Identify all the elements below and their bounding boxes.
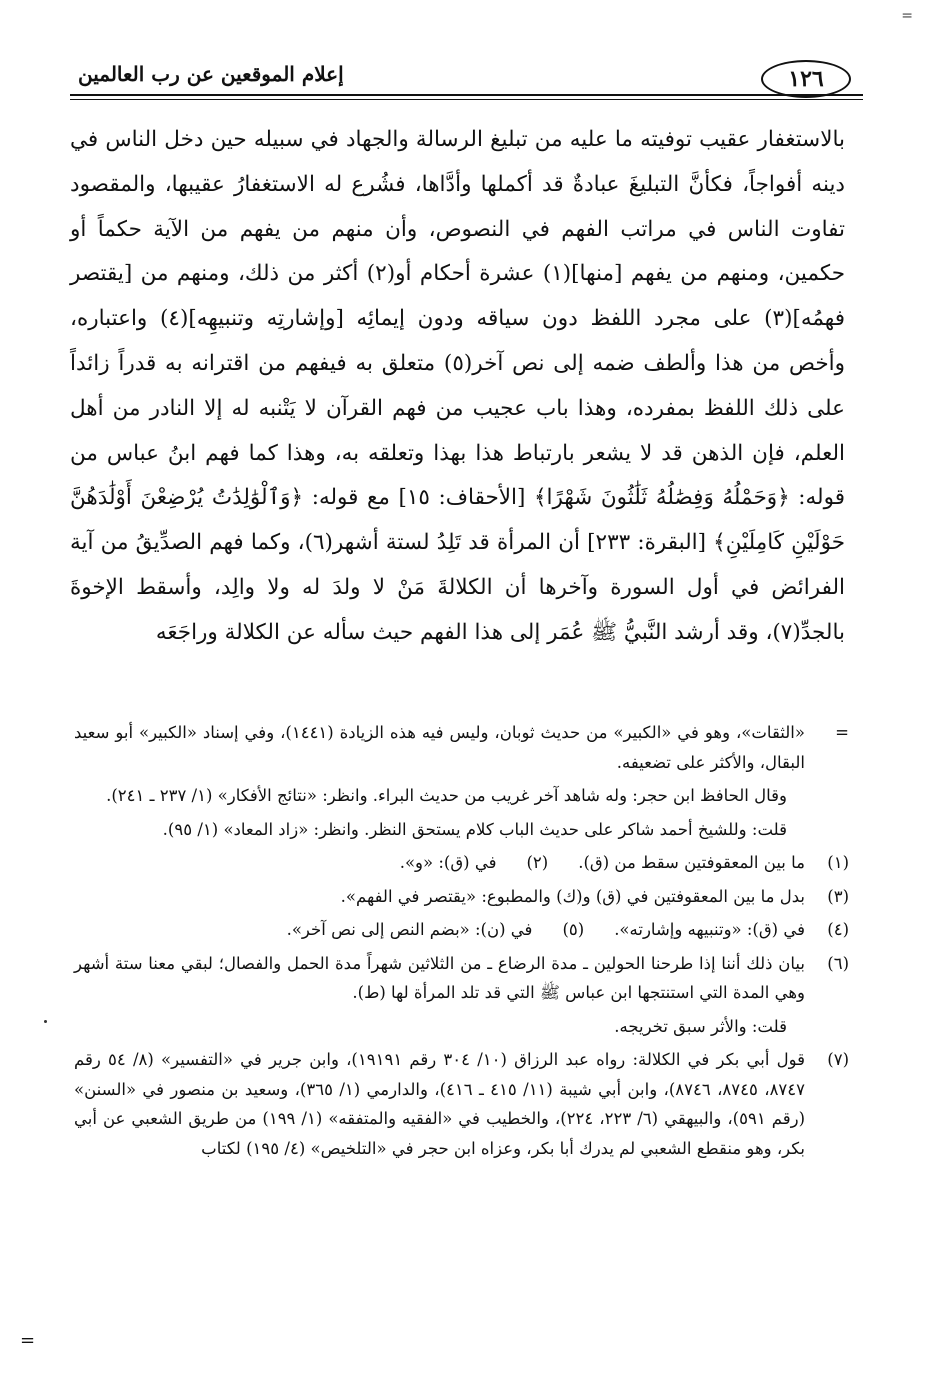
footnote-number: (٦) [827,953,849,973]
footnote-number: (٤) [827,920,849,939]
footnotes-section [74,718,849,1167]
footnote-number: (٥) [562,920,585,939]
footnote-text: قلت: والأثر سبق تخريجه. [614,1016,787,1036]
footnote-text: بيان ذلك أننا إذا طرحنا الحولين ـ مدة الرضاع ـ من الثلاثين شهراً مدة الحمل والفصال؛ لبقي معنا ستة أشهر وهي المدة التي استنتجها ابن عباس ﷺ التي قد تلد المرأة لها (ط). [74,953,805,1002]
continuation-text: وقال الحافظ ابن حجر: وله شاهد آخر غريب من حديث البراء. وانظر: «نتائج الأفكار» (١/ ٢٣٧ ـ ٢٤١). [106,786,787,805]
footnote-text: قول أبي بكر في الكلالة: رواه عبد الرزاق (١٠/ ٣٠٤ رقم ١٩١٩١)، وابن جرير في «التفسير» (٨/ ٥٤ رقم ٨٧٤٧، ٨٧٤٥، ٨٧٤٦)، وابن أبي شيبة (١١/ ٤١٥ ـ ٤١٦)، والدارمي (١/ ٣٦٥)، وسعيد بن منصور في «السنن» (رقم ٥٩١)، والبيهقي (٦/ ٢٢٣، ٢٢٤)، والخطيب في «الفقيه والمتفقه» (١/ ١٩٩) من طريق الشعبي عن أبي بكر، وهو منقطع الشعبي لم يدرك أبا بكر، وعزاه ابن حجر في «التلخيص» (٤/ ١٩٥) لكتاب [74,1050,806,1158]
footnote-row [74,848,849,878]
corner-mark: = [901,8,913,24]
header-rule-thin [70,99,863,100]
continuation-mark: = [835,723,849,742]
page-number: ١٢٦ [761,60,851,98]
footnote-text: في (ق): «و». [399,853,497,872]
footnote-number: (٧) [827,1050,849,1069]
footnote-continuation [74,718,849,777]
footnote-text: بدل ما بين المعقوفتين في (ق) و(ك) والمطبوع: «يقتصر في الفهم». [340,886,805,906]
footnote-text: في (ق): «وتنبيهه وإشارته». [614,920,805,939]
continuation-text: «الثقات»، وهو في «الكبير» من حديث ثوبان، وليس فيه هذه الزيادة (١٤٤١)، وفي إسناد «الكبير» أبو سعيد البقال، والأكثر على تضعيفه. [74,723,805,772]
footnote-text: في (ن): «بضم النص إلى نص آخر». [286,920,533,939]
footnote-number: (٣) [827,886,849,906]
header-rule [70,94,863,96]
footnote-text: ما بين المعقوفتين سقط من (ق). [578,853,805,872]
footnote-row [74,915,849,945]
continuation-text: قلت: وللشيخ أحمد شاكر على حديث الباب كلام يستحق النظر. وانظر: «زاد المعاد» (١/ ٩٥). [162,819,787,839]
body-paragraph: بالاستغفار عقيب توفيته ما عليه من تبليغ الرسالة والجهاد في سبيله حين دخل الناس في دينه أفواجاً، فكأنَّ التبليغَ عبادةٌ قد أكملها وأدَّاها، فشُرع له الاستغفارُ عقيبها، والمقصود تفاوت الناس في مراتب الفهم في النصوص، وأن منهم من يفهم من الآية حكماً أو حكمين، ومنهم من يفهم [منها](١) عشرة أحكام أو(٢) أكثر من ذلك، ومنهم من [يقتصر فهمُه](٣) على مجرد اللفظ دون سياقه ودون إيمائِه [وإشارتِه وتنبيهِه](٤) واعتباره، وأخص من هذا وألطف ضمه إلى نص آخر(٥) متعلق به فيفهم من اقترانه به قدراً زائداً على ذلك اللفظ بمفرده، وهذا باب عجيب من فهم القرآن لا يَتْنبه له إلا النادر من أهل العلم، فإن الذهن قد لا يشعر بارتباط هذا بهذا وتعلقه به، وهذا كما فهم ابنُ عباس من قوله: ﴿وَحَمْلُهُ وَفِصَٰلُهُ ثَلَٰثُونَ شَهْرًا﴾ [الأحقاف: ١٥] مع قوله: ﴿وَٱلْوَٰلِدَٰتُ يُرْضِعْنَ أَوْلَٰدَهُنَّ حَوْلَيْنِ كَامِلَيْنِ﴾ [البقرة: ٢٣٣] أن المرأة قد تَلِدُ لستة أشهر(٦)، وكما فهم الصدِّيقُ من آية الفرائض في أول السورة وآخرها أن الكلالةَ مَنْ لا ولدَ له ولا والِد، وأسقط الإخوةَ بالجدِّ(٧)، وقد أرشد النَّبيُّ ﷺ عُمَر إلى هذا الفهم حيث سأله عن الكلالة وراجَعَه [70,127,845,645]
footnote-number: (١) [827,853,849,872]
page-header [70,58,863,104]
scan-speck [44,1020,47,1023]
continuation-end-mark: = [20,1330,36,1351]
footnote-number: (٢) [526,853,549,872]
footnote-row [74,882,849,912]
footnote-row [74,1045,849,1163]
footnote-row [74,949,849,1008]
running-title: إعلام الموقعين عن رب العالمين [78,62,344,86]
main-text [70,118,845,656]
